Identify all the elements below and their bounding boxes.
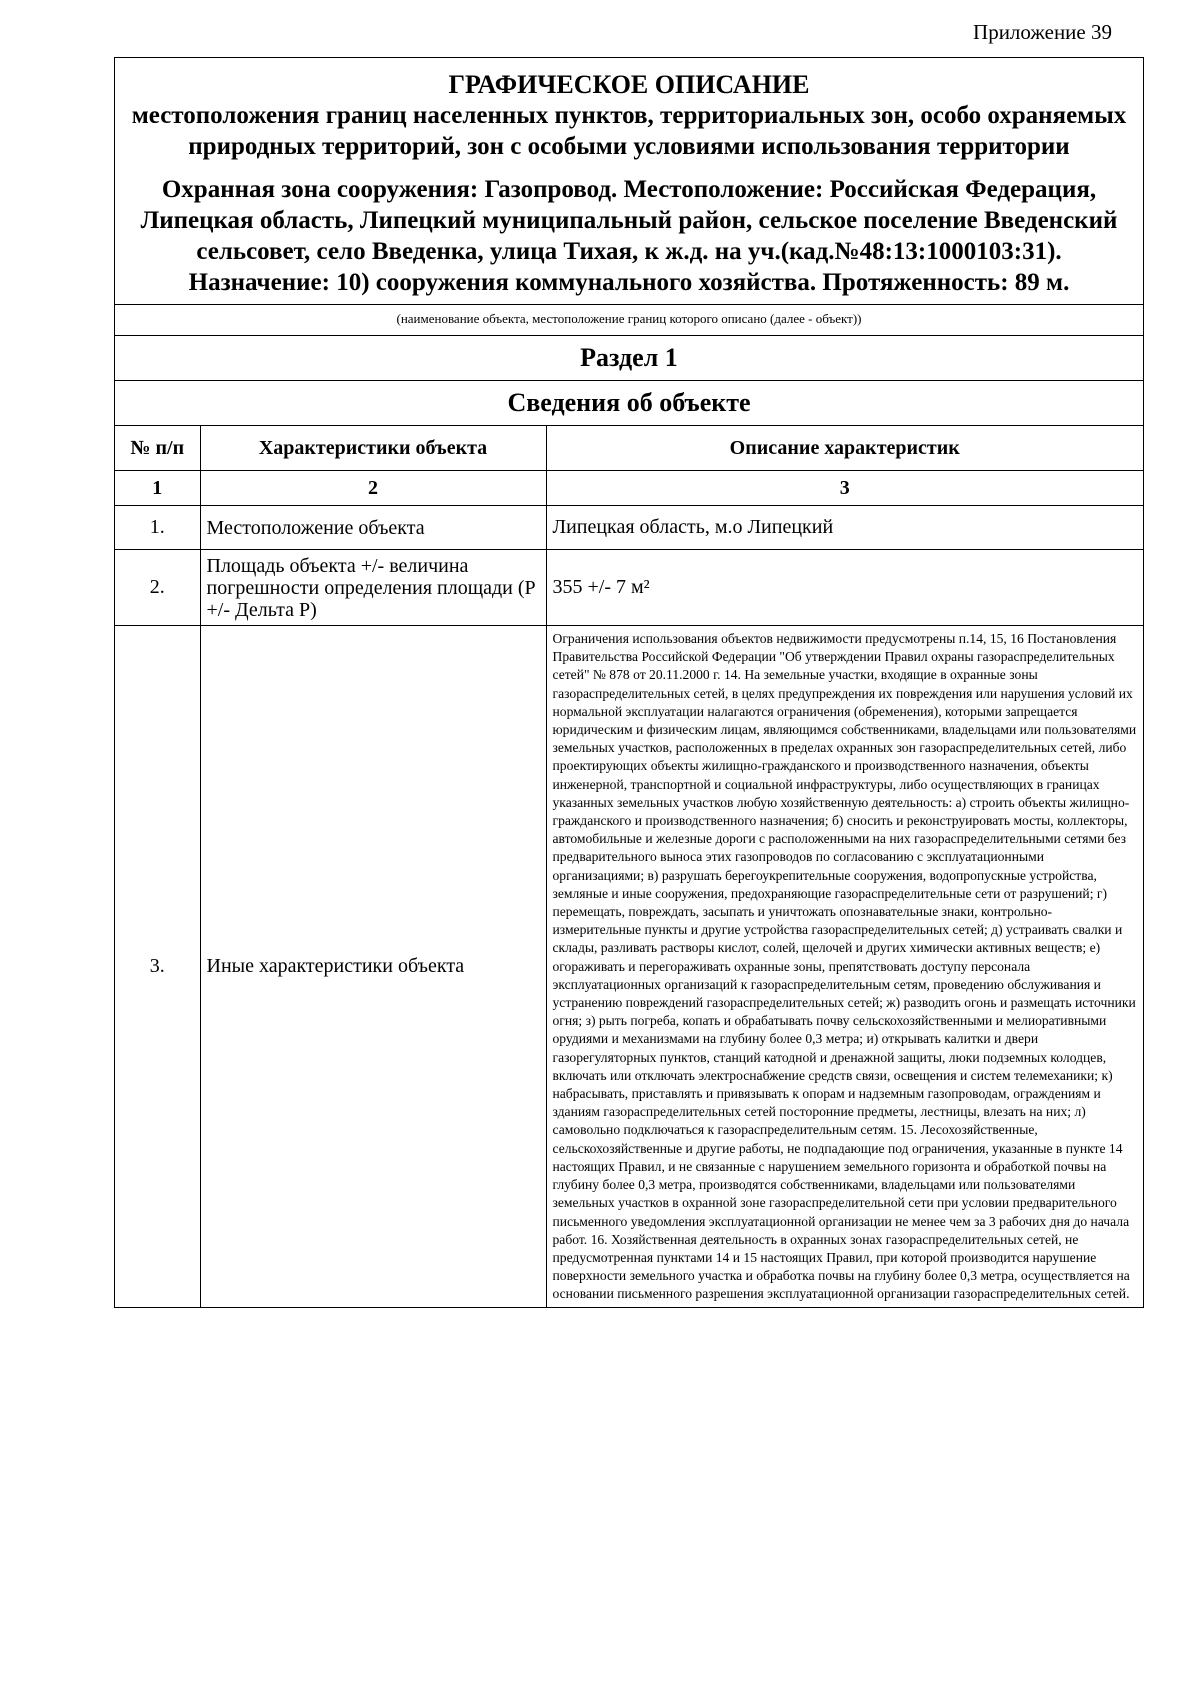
table-row [115, 626, 1143, 1307]
table-header-row [115, 426, 1143, 471]
table-row [115, 506, 1143, 550]
row-number: 3. [115, 626, 200, 1307]
column-header-description: Описание характеристик [546, 426, 1143, 471]
column-number-row [115, 471, 1143, 506]
object-name: Охранная зона сооружения: Газопровод. Местоположение: Российская Федерация, Липецкая область, Липецкий муниципальный район, сельское поселение Введенский сельсовет, село Введенка, улица Тихая, к ж.д. на уч.(кад.№48:13:1000103:31). Назначение: 10) сооружения коммунального хозяйства. Протяженность: 89 м. [140, 176, 1118, 296]
section-label: Раздел 1 [115, 336, 1143, 381]
column-header-number: № п/п [115, 426, 200, 471]
document-frame [114, 57, 1144, 1308]
section-title: Сведения об объекте [115, 381, 1143, 426]
row-description: Ограничения использования объектов недвижимости предусмотрены п.14, 15, 16 Постановления Правительства Российской Федерации "Об утверждении Правил охраны газораспределительных сетей" № 878 от 20.11.2000 г. 14. На земельные участки, входящие в охранные зоны газораспределительных сетей, в целях предупреждения их повреждения или нарушения условий их нормальной эксплуатации налагаются ограничения (обременения), которыми запрещается юридическим и физическим лицам, являющимся собственниками, владельцами или пользователями земельных участков, расположенных в пределах охранных зон газораспределительных сетей, либо проектирующих объекты жилищно-гражданского и производственного назначения, объекты инженерной, транспортной и социальной инфраструктуры, либо осуществляющих в границах указанных земельных участков любую хозяйственную деятельность: а) строить объекты жилищно-гражданского и производственного назначения; б) сносить и реконструировать мосты, коллекторы, автомобильные и железные дороги с расположенными на них газораспределительными сетями без предварительного выноса этих газопроводов по согласованию с эксплуатационными организациями; в) разрушать берегоукрепительные сооружения, водопропускные устройства, земляные и иные сооружения, предохраняющие газораспределительные сети от разрушений; г) перемещать, повреждать, засыпать и уничтожать опознавательные знаки, контрольно-измерительные пункты и другие устройства газораспределительных сетей; д) устраивать свалки и склады, разливать растворы кислот, солей, щелочей и других химически активных веществ; е) огораживать и перегораживать охранные зоны, препятствовать доступу персонала эксплуатационных организаций к газораспределительным сетям, проведению обслуживания и устранению повреждений газораспределительных сетей; ж) разводить огонь и размещать источники огня; з) рыть погреба, копать и обрабатывать почву сельскохозяйственными и мелиоративными орудиями и механизмами на глубину более 0,3 метра; и) открывать калитки и двери газорегуляторных пунктов, станций катодной и дренажной защиты, люки подземных колодцев, включать или отключать электроснабжение средств связи, освещения и систем телемеханики; к) набрасывать, приставлять и привязывать к опорам и надземным газопроводам, ограждениям и зданиям газораспределительных сетей посторонние предметы, лестницы, влезать на них; л) самовольно подключаться к газораспределительным сетям. 15. Лесохозяйственные, сельскохозяйственные и другие работы, не подпадающие под ограничения, указанные в пункте 14 настоящих Правил, и не связанные с нарушением земельного горизонта и обработкой почвы на глубину более 0,3 метра, производятся собственниками, владельцами или пользователями земельных участков в охранной зоне газораспределительной сети при условии предварительного письменного уведомления эксплуатационной организации не менее чем за 3 рабочих дня до начала работ. 16. Хозяйственная деятельность в охранных зонах газораспределительных сетей, не предусмотренная пунктами 14 и 15 настоящих Правил, при которой производится нарушение поверхности земельного участка и обработка почвы на глубину более 0,3 метра, осуществляется на основании письменного разрешения эксплуатационной организации газораспределительных сетей. [546, 626, 1143, 1307]
object-info-table [115, 426, 1143, 1307]
column-header-characteristic: Характеристики объекта [200, 426, 546, 471]
object-caption: (наименование объекта, местоположение границ которого описано (далее - объект)) [115, 305, 1143, 336]
column-number-2: 2 [200, 471, 546, 506]
row-number: 2. [115, 550, 200, 626]
row-characteristic: Местоположение объекта [200, 506, 546, 550]
column-number-1: 1 [115, 471, 200, 506]
header-block [115, 58, 1143, 305]
document-subtitle: местоположения границ населенных пунктов, территориальных зон, особо охраняемых природных территорий, зон с особыми условиями использования территории [131, 102, 1127, 160]
column-number-3: 3 [546, 471, 1143, 506]
row-characteristic: Площадь объекта +/- величина погрешности определения площади (Р +/- Дельта Р) [200, 550, 546, 626]
appendix-label: Приложение 39 [973, 20, 1112, 44]
row-description: Липецкая область, м.о Липецкий [546, 506, 1143, 550]
row-characteristic: Иные характеристики объекта [200, 626, 546, 1307]
table-row [115, 550, 1143, 626]
row-description: 355 +/- 7 м² [546, 550, 1143, 626]
document-title: ГРАФИЧЕСКОЕ ОПИСАНИЕ [448, 70, 810, 99]
row-number: 1. [115, 506, 200, 550]
